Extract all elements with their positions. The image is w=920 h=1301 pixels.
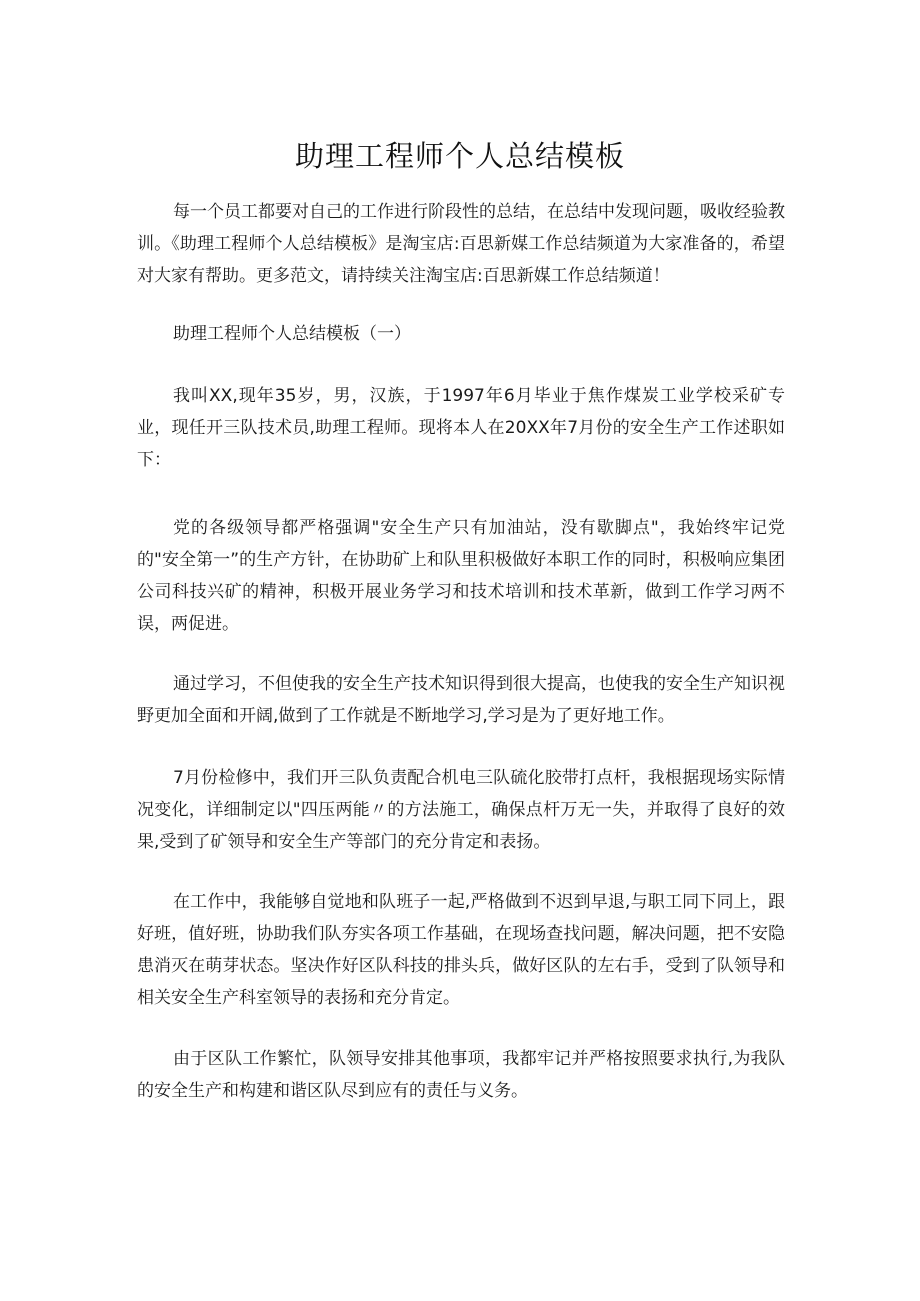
body-paragraph: 党的各级领导都严格强调"安全生产只有加油站，没有歇脚点"，我始终牢记党的"安全第一”的生产方针，在协助矿上和队里积极做好本职工作的同时，积极响应集团公司科技兴矿的精神，积极开展业务学习和技术培训和技术革新，做到工作学习两不误，两促进。: [137, 518, 785, 634]
body-paragraph: 由于区队工作繁忙，队领导安排其他事项，我都牢记并严格按照要求执行,为我队的安全生产和构建和谐区队尽到应有的责任与义务。: [137, 1049, 785, 1101]
body-paragraph: 通过学习，不但使我的安全生产技术知识得到很大提高，也使我的安全生产知识视野更加全面和开阔,做到了工作就是不断地学习,学习是为了更好地工作。: [137, 674, 785, 726]
body-paragraph: 我叫XX,现年35岁，男，汉族，于1997年6月毕业于焦作煤炭工业学校采矿专业，现任开三队技术员,助理工程师。现将本人在20XX年7月份的安全生产工作述职如下：: [137, 386, 785, 470]
document-title: 助理工程师个人总结模板: [294, 139, 625, 173]
body-paragraph: 在工作中，我能够自觉地和队班子一起,严格做到不迟到早退,与职工同下同上，跟好班，值好班，协助我们队夯实各项工作基础，在现场查找问题，解决问题，把不安隐患消灭在萌芽状态。坚决作好区队科技的排头兵，做好区队的左右手，受到了队领导和相关安全生产科室领导的表扬和充分肯定。: [137, 892, 785, 1008]
section-heading: 助理工程师个人总结模板（一）: [173, 324, 411, 344]
body-paragraph: 7月份检修中，我们开三队负责配合机电三队硫化胶带打点杆，我根据现场实际情况变化，详细制定以"四压两能〃的方法施工，确保点杆万无一失，并取得了良好的效果,受到了矿领导和安全生产等部门的充分肯定和表扬。: [137, 768, 785, 852]
intro-paragraph: 每一个员工都要对自己的工作进行阶段性的总结，在总结中发现问题，吸收经验教训。《助理工程师个人总结模板》是淘宝店:百思新媒工作总结频道为大家准备的，希望对大家有帮助。更多范文，请持续关注淘宝店:百思新媒工作总结频道！: [137, 202, 785, 286]
